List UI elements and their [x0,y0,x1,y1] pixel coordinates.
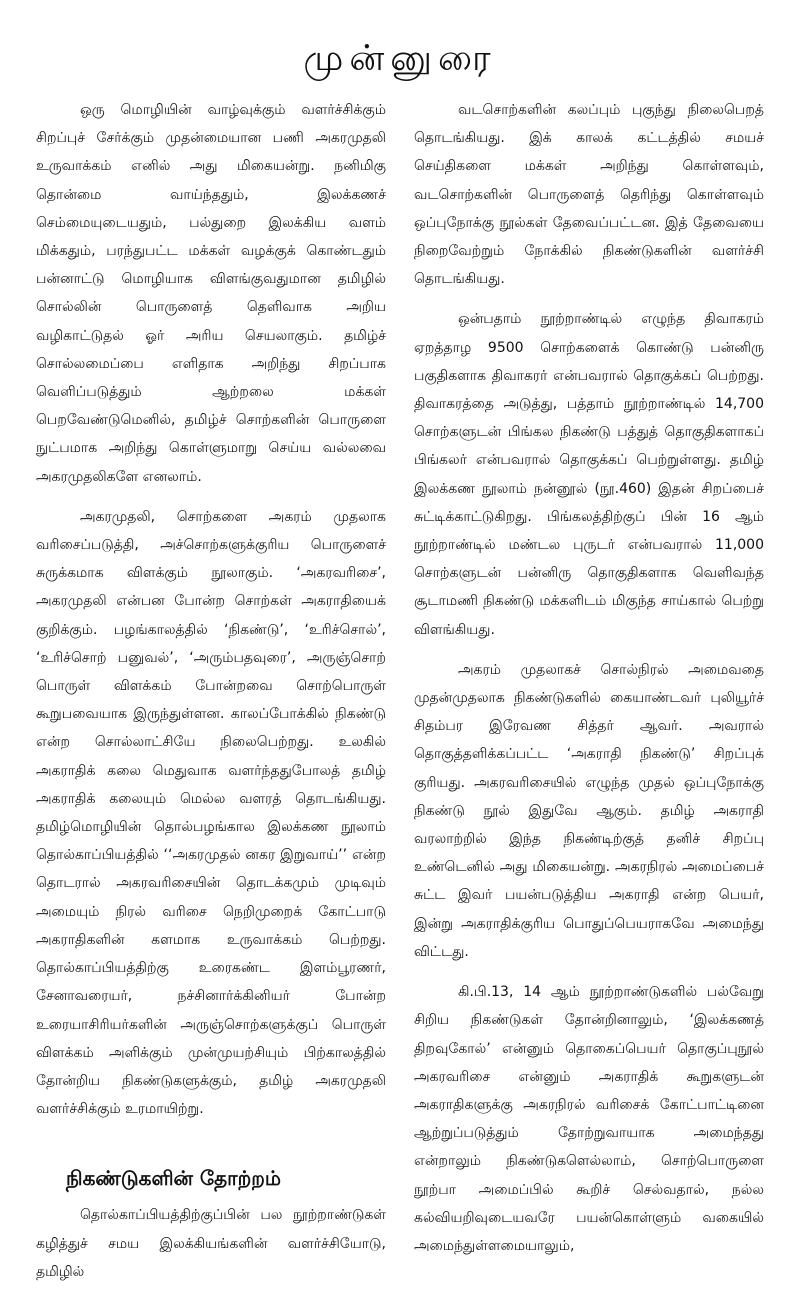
paragraph: வடசொற்களின் கலப்பும் புகுந்து நிலைபெறத் தொடங்கியது. இக் காலக் கட்டத்தில் சமயச் செய்திகளை மக்கள் அறிந்து கொள்ளவும், வடசொற்களின் பொருளைத் தெரிந்து கொள்ளவும் ஒப்புநோக்கு நூல்கள் தேவைப்பட்டன. இத் தேவையை நிறைவேற்றும் நோக்கில் நிகண்டுகளின் வளர்ச்சி தொடங்கியது. [414,102,764,288]
page-title: முன்னுரை [303,38,497,79]
paragraph: ஒரு மொழியின் வாழ்வுக்கும் வளர்ச்சிக்கும் சிறப்புச் சேர்க்கும் முதன்மையான பணி அகரமுதலி உருவாக்கம் எனில் அது மிகையன்று. நனிமிகு தொன்மை வாய்ந்ததும், இலக்கணச் செம்மையுடையதும், பல்துறை இலக்கிய வளம் மிக்கதும், பரந்துபட்ட மக்கள் வழக்குக் கொண்டதும் பன்னாட்டு மொழியாக விளங்குவதுமான தமிழில் சொல்லின் பொருளைத் தெளிவாக அறிய வழிகாட்டுதல் ஓர் அரிய செயலாகும். தமிழ்ச் சொல்லமைப்பை எளிதாக அறிந்து சிறப்பாக வெளிப்படுத்தும் ஆற்றலை மக்கள் பெறவேண்டுமெனில், தமிழ்ச் சொற்களின் பொருளை நுட்பமாக அறிந்து கொள்ளுமாறு செய்ய வல்லவை அகரமுதலிகளே எனலாம். [36,102,386,485]
left-column [36,96,386,1298]
right-column [414,96,764,1272]
paragraph: தொல்காப்பியத்திற்குப்பின் பல நூற்றாண்டுகள் கழித்துச் சமய இலக்கியங்களின் வளர்ச்சியோடு, தமிழில் [36,1207,386,1280]
paragraph: ஒன்பதாம் நூற்றாண்டில் எழுந்த திவாகரம் ஏறத்தாழ 9500 சொற்களைக் கொண்டு பன்னிரு பகுதிகளாக திவாகரர் என்பவரால் தொகுக்கப் பெற்றது. திவாகரத்தை அடுத்து, பத்தாம் நூற்றாண்டில் 14,700 சொற்களுடன் பிங்கல நிகண்டு பத்துத் தொகுதிகளாகப் பிங்கலர் என்பவரால் தொகுக்கப் பெற்றுள்ளது. தமிழ் இலக்கண நூலாம் நன்னூல் (நூ.460) இதன் சிறப்பைச் சுட்டிக்காட்டுகிறது. பிங்கலத்திற்குப் பின் 16 ஆம் நூற்றாண்டில் மண்டல புருடர் என்பவரால் 11,000 சொற்களுடன் பன்னிரு தொகுதிகளாக வெளிவந்த சூடாமணி நிகண்டு மக்களிடம் மிகுந்த சாய்கால் பெற்று விளங்கியது. [414,311,764,638]
section-heading: நிகண்டுகளின் தோற்றம் [66,1166,281,1191]
paragraph: அகரம் முதலாகச் சொல்நிரல் அமைவதை முதன்முதலாக நிகண்டுகளில் கையாண்டவர் புலியூர்ச் சிதம்பர இரேவண சித்தர் ஆவர். அவரால் தொகுத்தளிக்கப்பட்ட ‘அகராதி நிகண்டு’ சிறப்புக் குரியது. அகரவரிசையில் எழுந்த முதல் ஒப்புநோக்கு நிகண்டு நூல் இதுவே ஆகும். தமிழ் அகராதி வரலாற்றில் இந்த நிகண்டிற்குத் தனிச் சிறப்பு உண்டெனில் அது மிகையன்று. அகரநிரல் அமைப்பைச் சுட்ட இவர் பயன்படுத்திய அகராதி என்ற பெயர், இன்று அகராதிக்குரிய பொதுப்பெயராகவே அமைந்து விட்டது. [414,661,764,960]
paragraph: கி.பி.13, 14 ஆம் நூற்றாண்டுகளில் பல்வேறு சிறிய நிகண்டுகள் தோன்றினாலும், ‘இலக்கணத் திறவுகோல்’ என்னும் தொகைப்பெயர் தொகுப்புநூல் அகரவரிசை என்னும் அகராதிக் கூறுகளுடன் அகராதிகளுக்கு அகரநிரல் வரிசைக் கோட்பாட்டினை ஆற்றுப்படுத்தும் தோற்றுவாயாக அமைந்தது என்றாலும் நிகண்டுகளெல்லாம், சொற்பொருளை நூற்பா அமைப்பில் கூறிச் செல்வதால், நல்ல கல்வியறிவுடையவரே பயன்கொள்ளும் வகையில் அமைந்துள்ளமையாலும், [414,984,764,1254]
paragraph: அகரமுதலி, சொற்களை அகரம் முதலாக வரிசைப்படுத்தி, அச்சொற்களுக்குரிய பொருளைச் சுருக்கமாக விளக்கும் நூலாகும். ‘அகரவரிசை’, அகரமுதலி என்பன போன்ற சொற்கள் அகராதியைக் குறிக்கும். பழங்காலத்தில் ‘நிகண்டு’, ‘உரிச்சொல்’, ‘உரிச்சொற் பனுவல்’, ‘அரும்பதவுரை’, அருஞ்சொற் பொருள் விளக்கம் போன்றவை சொற்பொருள் கூறுபவையாக இருந்துள்ளன. காலப்போக்கில் நிகண்டு என்ற சொல்லாட்சியே நிலைபெற்றது. உலகில் அகராதிக் கலை மெதுவாக வளர்ந்ததுபோலத் தமிழ் அகராதிக் கலையும் மெல்ல வளரத் தொடங்கியது. தமிழ்மொழியின் தொல்பழங்கால இலக்கண நூலாம் தொல்காப்பியத்தில் ‘‘அகரமுதல் னகர இறுவாய்’’ என்ற தொடரால் அகரவரிசையின் தொடக்கமும் முடிவும் அமையும் நிரல் வரிசை நெறிமுறைக் கோட்பாடு அகராதிகளின் களமாக உருவாக்கம் பெற்றது. தொல்காப்பியத்திற்கு உரைகண்ட இளம்பூரணர், சேனாவரையர், நச்சினார்க்கினியர் போன்ற உரையாசிரியர்களின் அருஞ்சொற்களுக்குப் பொருள் விளக்கம் அளிக்கும் முன்முயற்சியும் பிற்காலத்தில் தோன்றிய நிகண்டுகளுக்கும், தமிழ் அகரமுதலி வளர்ச்சிக்கும் உரமாயிற்று. [36,508,386,1118]
